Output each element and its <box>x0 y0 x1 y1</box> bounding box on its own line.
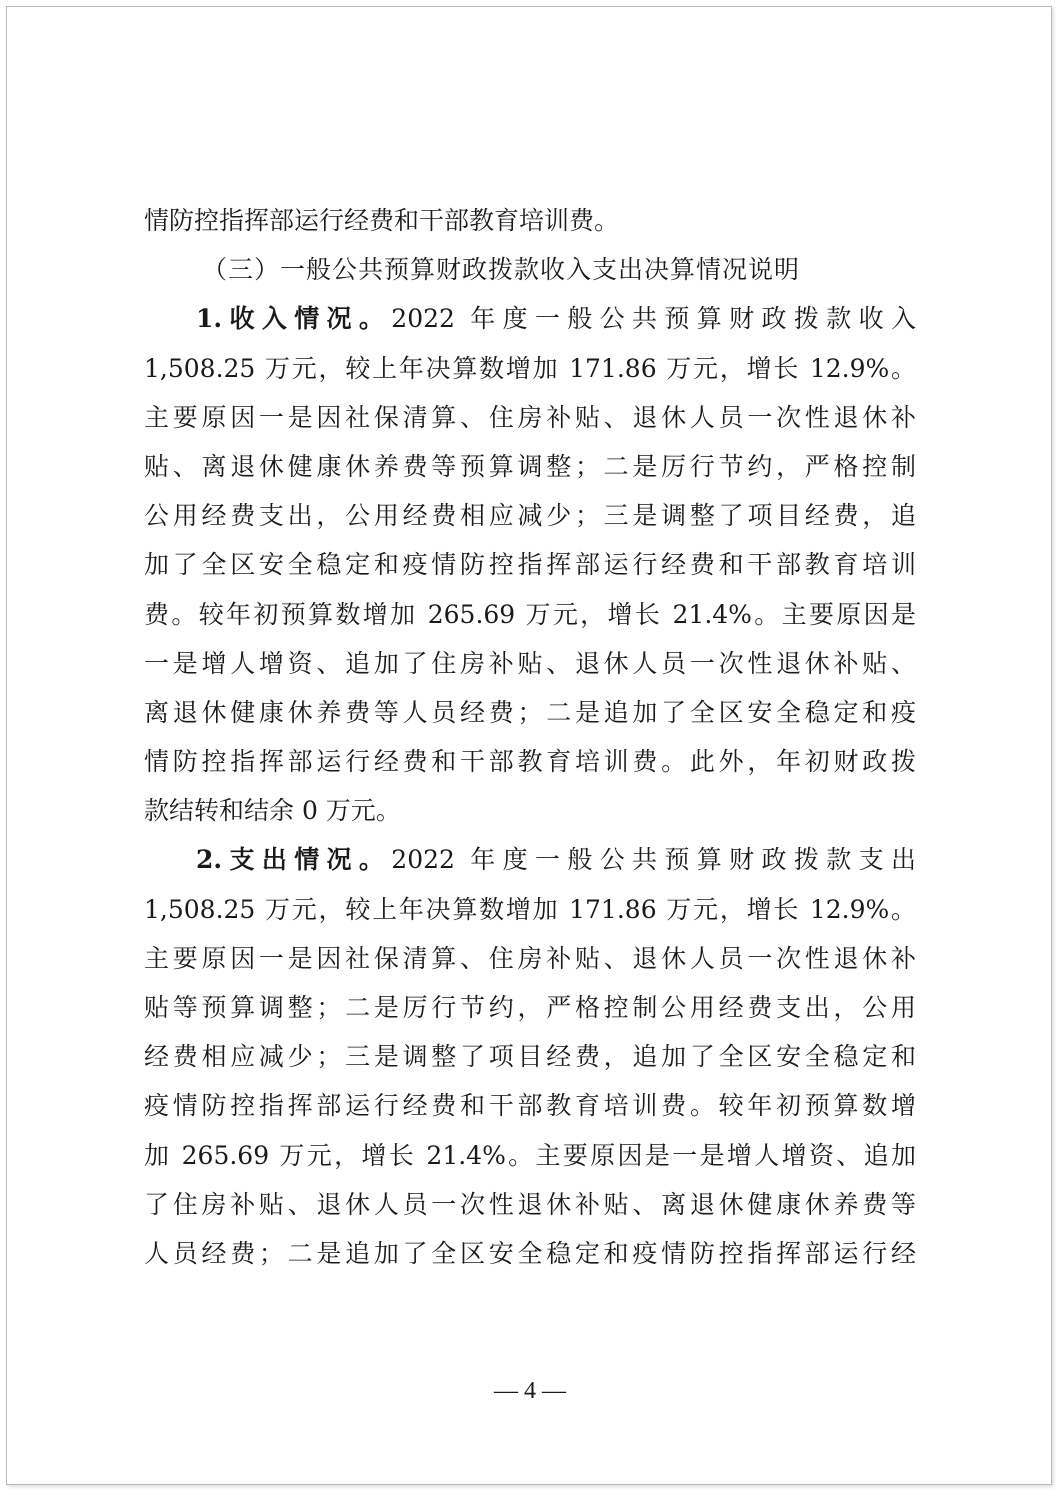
income-subheading: 1.收入情况。 <box>196 304 392 334</box>
paragraph-line-income-title <box>144 294 916 343</box>
paragraph-line: 贴等预算调整；二是厉行节约，严格控制公用经费支出，公用 <box>144 993 916 1022</box>
paragraph-line: 公用经费支出，公用经费相应减少；三是调整了项目经费，追 <box>144 501 916 531</box>
paragraph-line: 离退休健康休养费等人员经费；二是追加了全区安全稳定和疫 <box>144 697 916 727</box>
section-heading: （三）一般公共预算财政拨款收入支出决算情况说明 <box>202 255 801 285</box>
expense-subheading: 2.支出情况。 <box>196 845 392 875</box>
paragraph-line: 费。较年初预算数增加 265.69 万元，增长 21.4%。主要原因是 <box>144 599 916 629</box>
paragraph-line: 主要原因一是因社保清算、住房补贴、退休人员一次性退休补 <box>144 943 916 973</box>
paragraph-line: 加 265.69 万元，增长 21.4%。主要原因是一是增人增资、追加 <box>144 1140 916 1170</box>
income-lead: 2022 年度一般公共预算财政拨款收入 <box>391 304 916 334</box>
paragraph-line-expense-title <box>144 835 916 884</box>
paragraph-line: 主要原因一是因社保清算、住房补贴、退休人员一次性退休补 <box>144 402 916 432</box>
page-number: — 4 — <box>494 1378 566 1404</box>
paragraph-line: 1,508.25 万元，较上年决算数增加 171.86 万元，增长 12.9%。 <box>144 894 916 924</box>
paragraph-line: 贴、离退休健康休养费等预算调整；二是厉行节约，严格控制 <box>144 451 916 481</box>
paragraph-line: 情防控指挥部运行经费和干部教育培训费。此外，年初财政拨 <box>144 747 916 777</box>
paragraph-line: 一是增人增资、追加了住房补贴、退休人员一次性退休补贴、 <box>144 648 916 678</box>
paragraph-line: 人员经费；二是追加了全区安全稳定和疫情防控指挥部运行经 <box>144 1238 916 1268</box>
paragraph-line: 1,508.25 万元，较上年决算数增加 171.86 万元，增长 12.9%。 <box>144 353 916 383</box>
document-body <box>144 196 916 1278</box>
paragraph-line: 款结转和结余 0 万元。 <box>144 796 401 826</box>
expense-lead: 2022 年度一般公共预算财政拨款支出 <box>391 845 916 875</box>
paragraph-line: 疫情防控指挥部运行经费和干部教育培训费。较年初预算数增 <box>144 1091 916 1121</box>
paragraph-line: 经费相应减少；三是调整了项目经费，追加了全区安全稳定和 <box>144 1042 916 1072</box>
paragraph-line: 情防控指挥部运行经费和干部教育培训费。 <box>144 206 620 235</box>
paragraph-line: 加了全区安全稳定和疫情防控指挥部运行经费和干部教育培训 <box>144 550 916 580</box>
paragraph-line: 了住房补贴、退休人员一次性退休补贴、离退休健康休养费等 <box>144 1189 916 1219</box>
